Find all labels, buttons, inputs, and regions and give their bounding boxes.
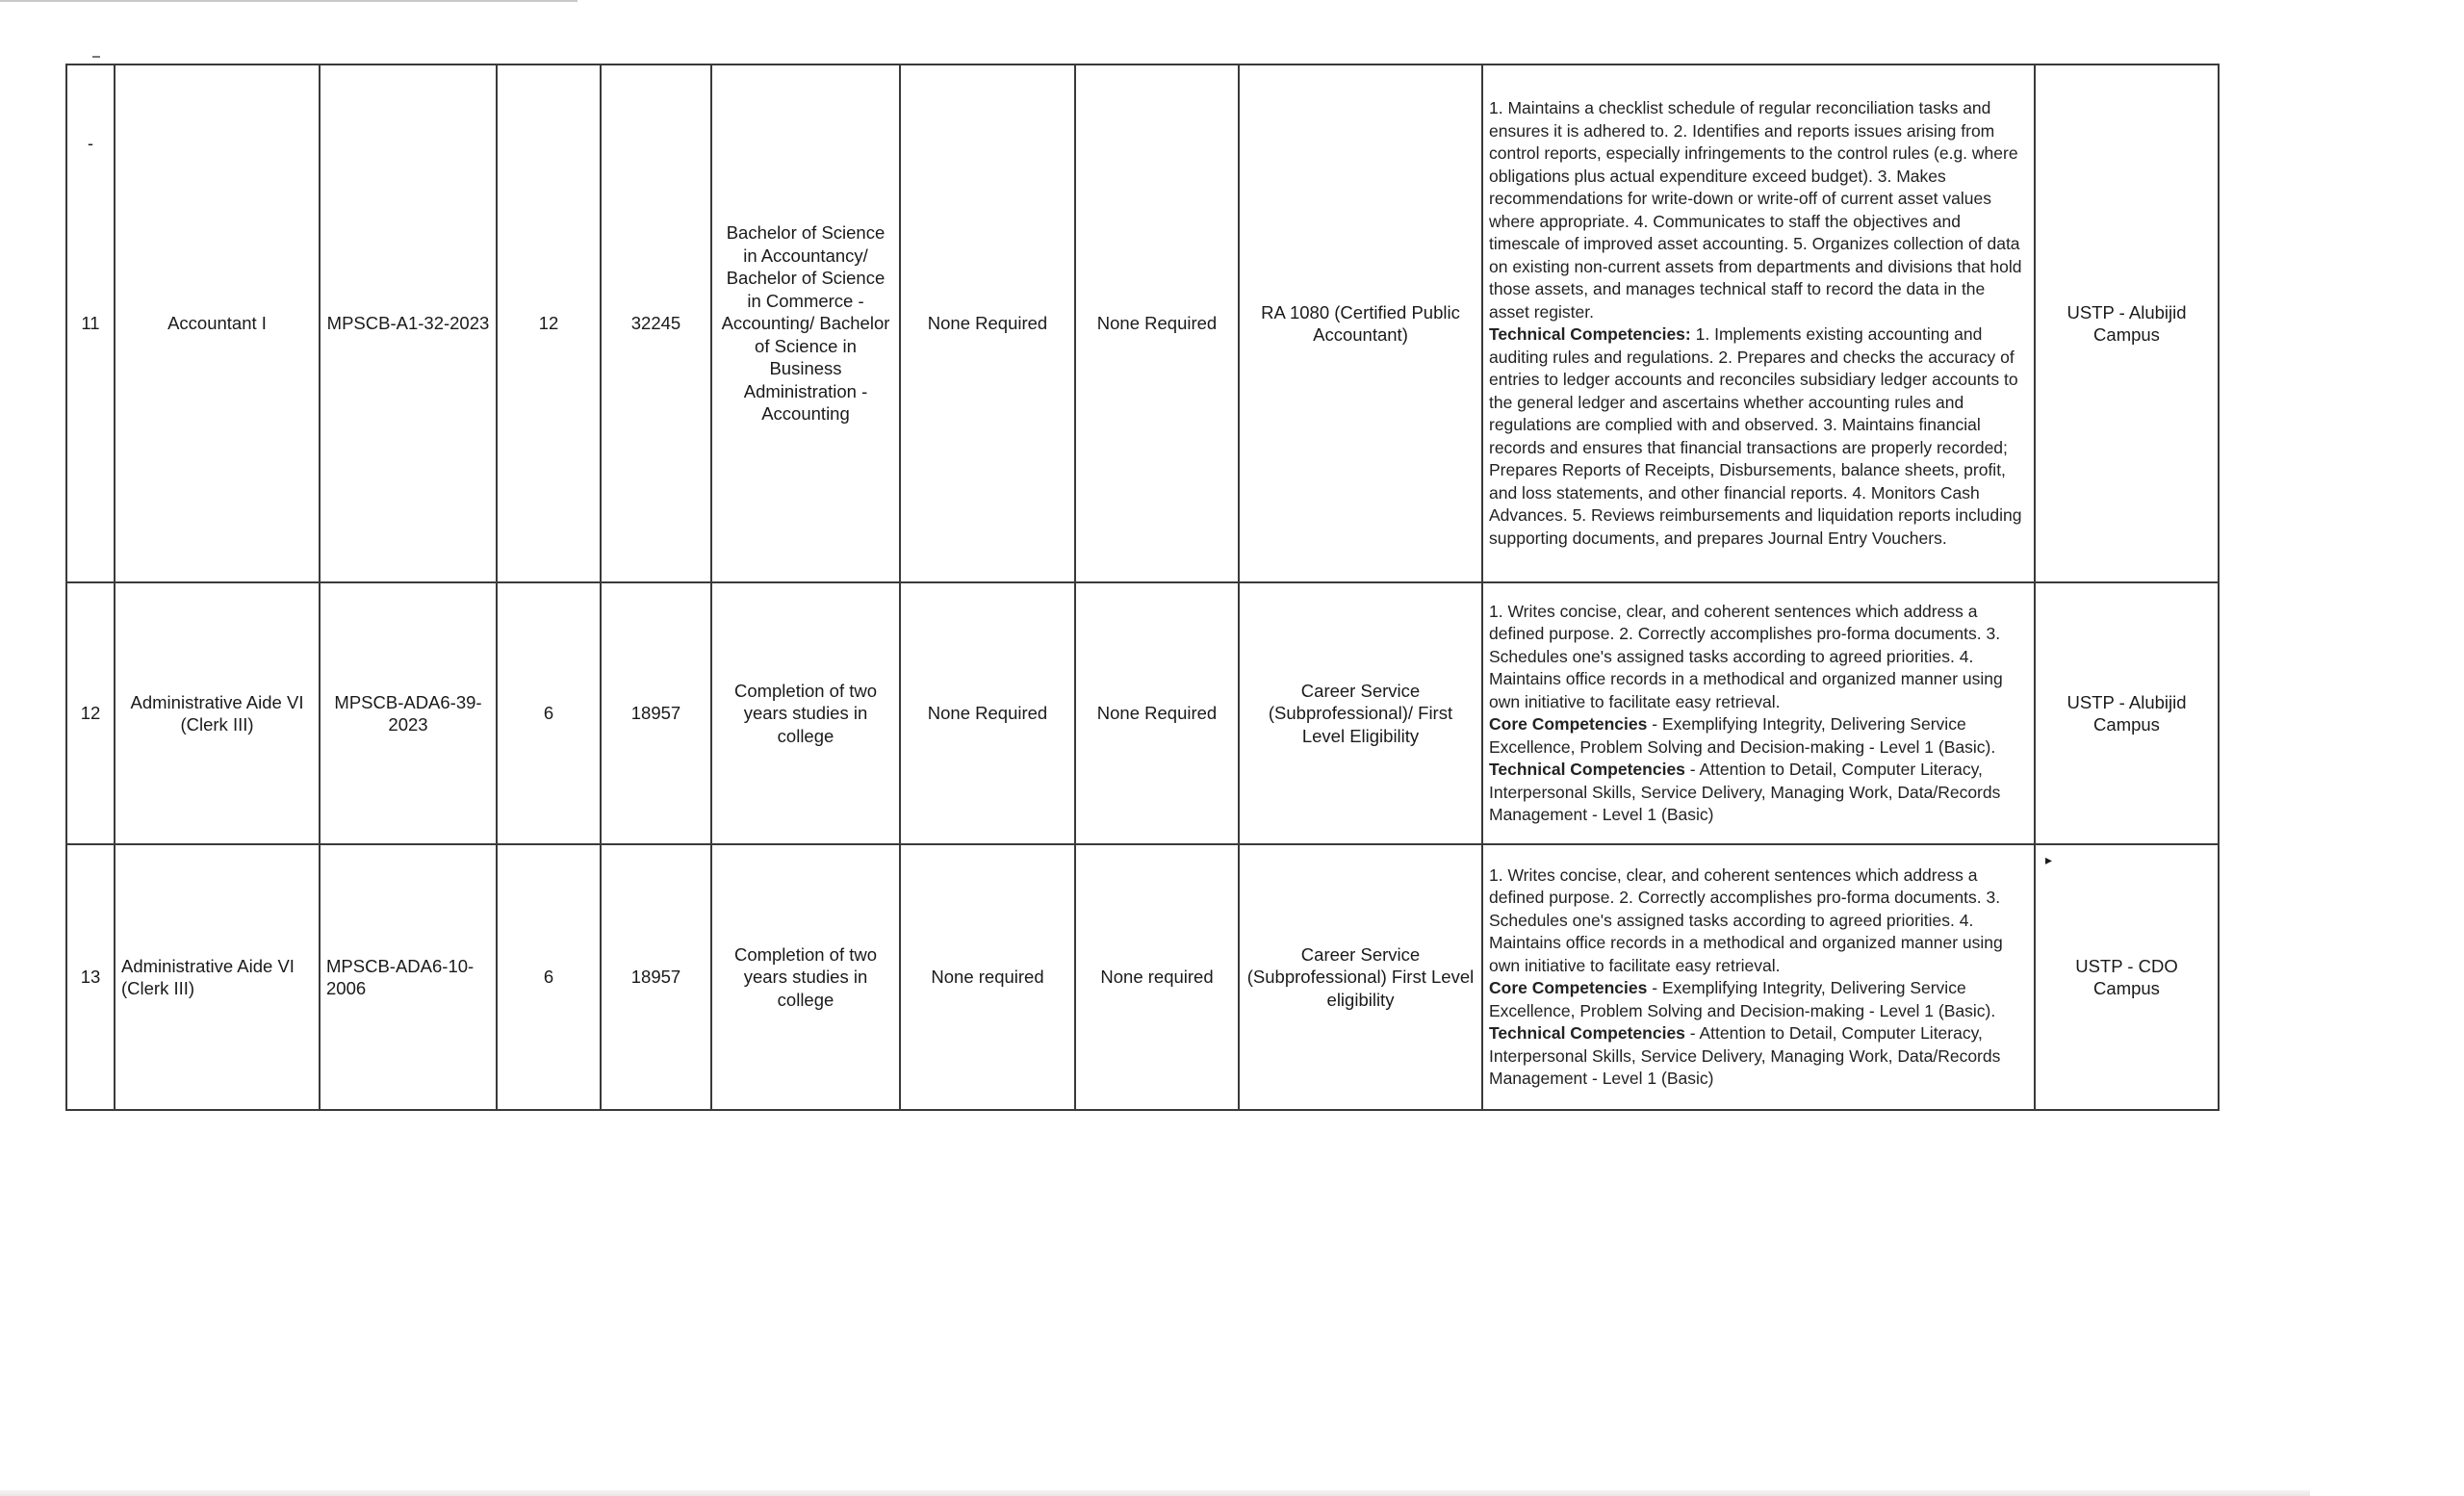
item-number: 11 [81,313,100,334]
position-title-cell: Administrative Aide VI (Clerk III) [115,582,320,844]
place-of-assignment: USTP - CDO Campus [2075,955,2178,998]
table-row [66,64,2219,582]
technical-competencies-heading: Technical Competencies [1489,760,1685,779]
item-number-cell: 12 [66,582,115,844]
monthly-salary-cell: 32245 [601,64,711,582]
education-cell: Completion of two years studies in college [711,844,900,1110]
place-of-assignment-cell [2035,844,2219,1110]
competency-cell [1482,64,2035,582]
plantilla-item-cell: MPSCB-A1-32-2023 [320,64,497,582]
table-row [66,582,2219,844]
technical-competencies-heading: Technical Competencies [1489,1023,1685,1043]
place-of-assignment-cell: USTP - Alubijid Campus [2035,64,2219,582]
eligibility-cell: Career Service (Subprofessional)/ First Level Eligibility [1239,582,1482,844]
technical-competencies-text: 1. Implements existing accounting and auditing rules and regulations. 2. Prepares and checks the accuracy of entries to ledger accounts and reconciles subsidiary ledger accounts to the general ledger and ascertains whether accounting rules and regulations are complied with and observed. 3. Maintains financial records and ensures that financial transactions are properly recorded; Prepares Reports of Receipts, Disbursements, balance sheets, profit, and loss statements, and other financial reports. 4. Monitors Cash Advances. 5. Reviews reimbursements and liquidation reports including supporting documents, and prepares Journal Entry Vouchers. [1489,324,2022,548]
monthly-salary-cell: 18957 [601,844,711,1110]
table-row [66,844,2219,1110]
row-mark: - [88,134,93,153]
position-title-cell: Administrative Aide VI (Clerk III) [115,844,320,1110]
competency-text: 1. Writes concise, clear, and coherent sentences which address a defined purpose. 2. Correctly accomplishes pro-forma documents. 3. Schedules one's assigned tasks according to agreed priorities. 4. Maintains office records in a methodical and organized manner using own initiative to facilitate easy retrieval. [1489,864,2003,975]
core-competencies-heading: Core Competencies [1489,714,1648,734]
salary-grade-cell: 6 [497,844,601,1110]
plantilla-item-cell: MPSCB-ADA6-10-2006 [320,844,497,1110]
competency-text: 1. Writes concise, clear, and coherent sentences which address a defined purpose. 2. Correctly accomplishes pro-forma documents. 3. Schedules one's assigned tasks according to agreed priorities. 4. Maintains office records in a methodical and organized manner using own initiative to facilitate easy retrieval. [1489,601,2003,711]
monthly-salary-cell: 18957 [601,582,711,844]
salary-grade-cell: 6 [497,582,601,844]
training-cell: None Required [900,582,1075,844]
competency-cell [1482,582,2035,844]
plantilla-item-cell: MPSCB-ADA6-39-2023 [320,582,497,844]
education-cell: Completion of two years studies in college [711,582,900,844]
item-number-cell [66,64,115,582]
item-number-cell: 13 [66,844,115,1110]
eligibility-cell: Career Service (Subprofessional) First Level eligibility [1239,844,1482,1110]
competency-cell [1482,844,2035,1110]
competency-text: 1. Maintains a checklist schedule of regular reconciliation tasks and ensures it is adhered to. 2. Identifies and reports issues arising from control reports, especially infringements to the control rules (e.g. where obligations plus actual expenditure exceed budget). 3. Makes recommendations for write-down or write-off of current asset values where appropriate. 4. Communicates to staff the objectives and timescale of improved asset accounting. 5. Organizes collection of data on existing non-current assets from departments and divisions that hold those assets, and manages technical staff to record the data in the asset register. [1489,98,2022,322]
technical-competencies-text: - Attention to Detail, Computer Literacy, Interpersonal Skills, Service Delivery, Managing Work, Data/Records Management - Level 1 (Basic) [1489,1023,2001,1088]
core-competencies-heading: Core Competencies [1489,978,1648,997]
stray-pen-mark [92,56,100,58]
core-competencies-text: - Exemplifying Integrity, Delivering Service Excellence, Problem Solving and Decision-making - Level 1 (Basic). [1489,978,1996,1020]
experience-cell: None Required [1075,64,1239,582]
salary-grade-cell: 12 [497,64,601,582]
pen-tick-mark: ▸ [2045,852,2053,867]
core-competencies-text: - Exemplifying Integrity, Delivering Service Excellence, Problem Solving and Decision-making - Level 1 (Basic). [1489,714,1996,757]
experience-cell: None Required [1075,582,1239,844]
technical-competencies-text: - Attention to Detail, Computer Literacy, Interpersonal Skills, Service Delivery, Managing Work, Data/Records Management - Level 1 (Basic) [1489,760,2001,824]
training-cell: None Required [900,64,1075,582]
experience-cell: None required [1075,844,1239,1110]
training-cell: None required [900,844,1075,1110]
education-cell: Bachelor of Science in Accountancy/ Bachelor of Science in Commerce - Accounting/ Bachelor of Science in Business Administration - Accounting [711,64,900,582]
scan-edge-top [0,0,578,2]
vacancy-table [65,64,2220,1111]
scan-edge-bottom [0,1490,2310,1496]
place-of-assignment-cell: USTP - Alubijid Campus [2035,582,2219,844]
position-title-cell: Accountant I [115,64,320,582]
eligibility-cell: RA 1080 (Certified Public Accountant) [1239,64,1482,582]
technical-competencies-heading: Technical Competencies: [1489,324,1691,344]
